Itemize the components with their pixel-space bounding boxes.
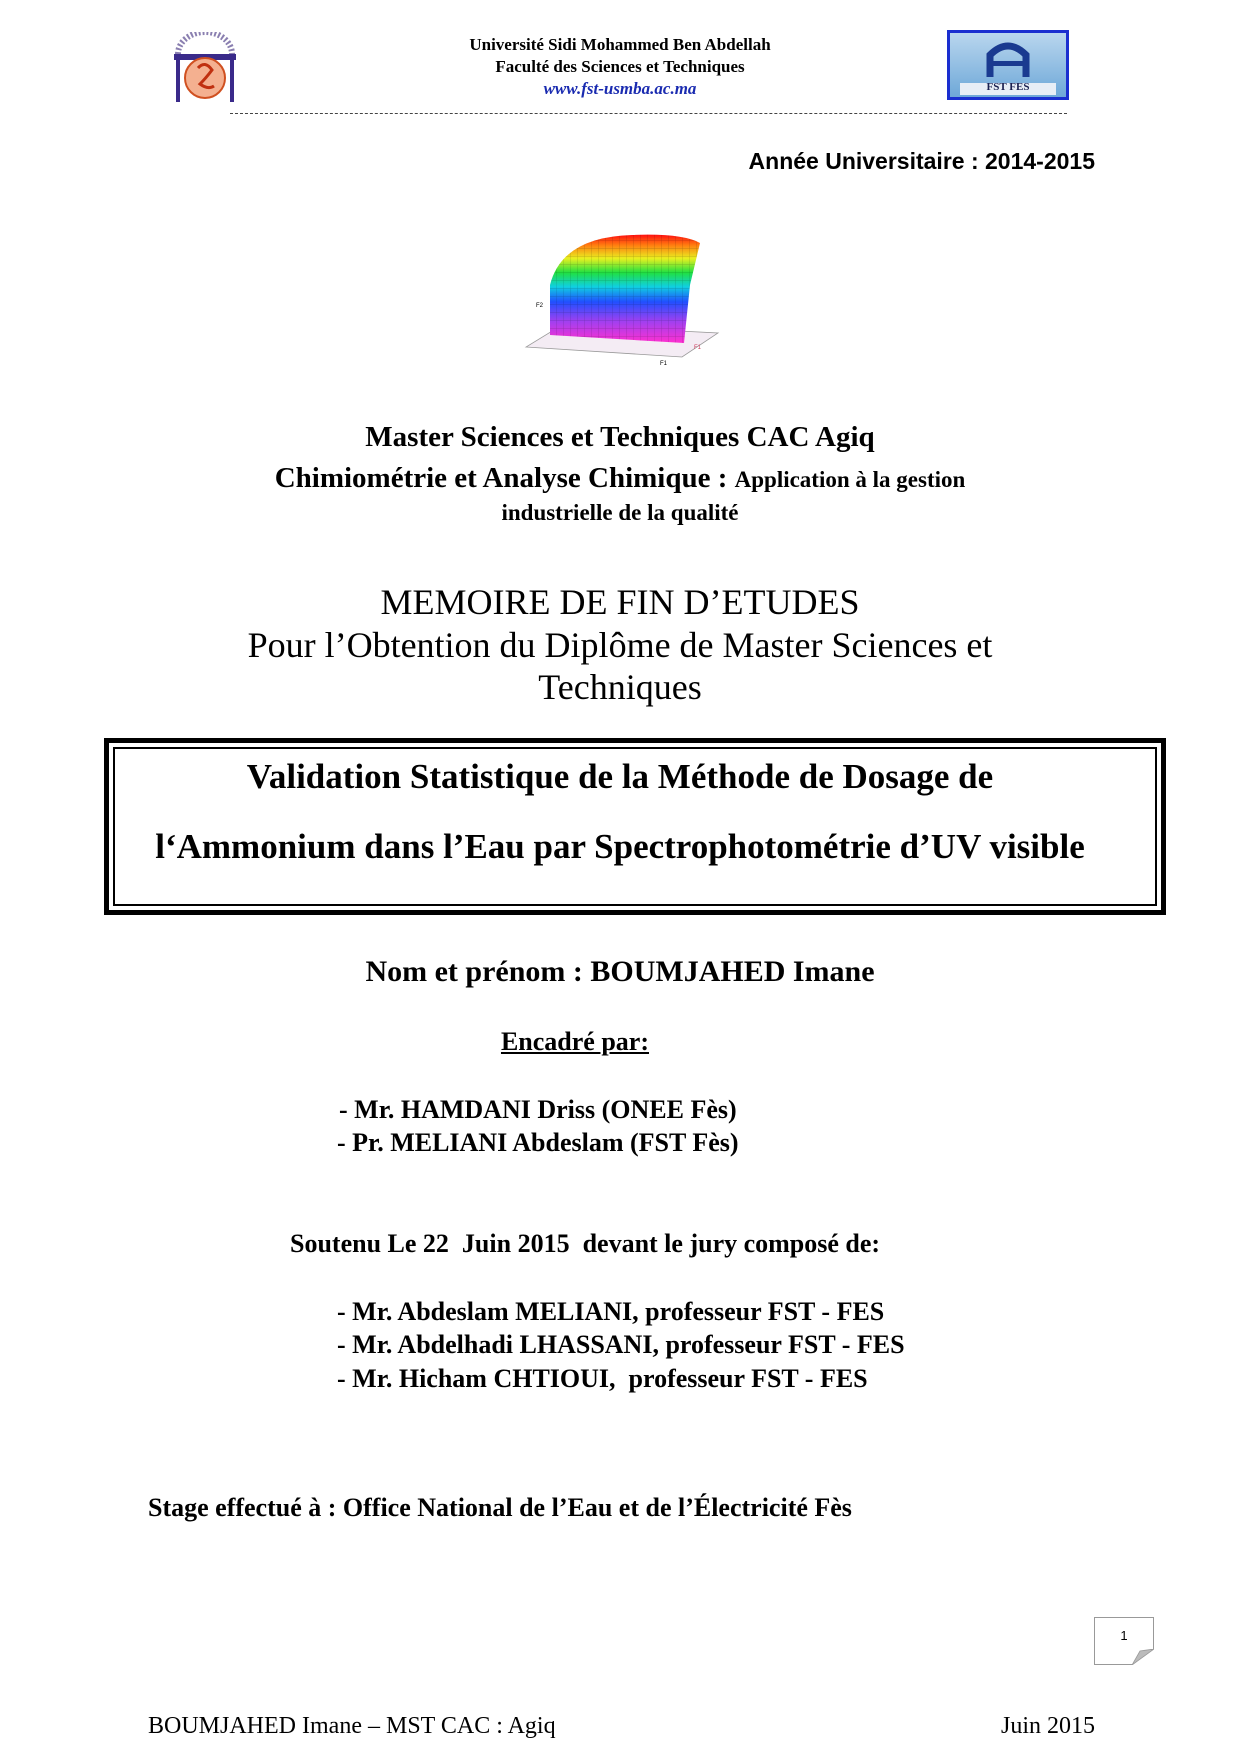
supervisors-heading: Encadré par: [500, 1027, 650, 1056]
axis-label-f1-bottom: F1 [660, 361, 668, 367]
supervisor-item: - Mr. HAMDANI Driss (ONEE Fès) [339, 1095, 737, 1124]
memoire-line-2: Pour l’Obtention du Diplôme de Master Sciences et [247, 625, 993, 665]
jury-member: - Mr. Abdelhadi LHASSANI, professeur FST - FES [337, 1330, 905, 1359]
defense-date: Soutenu Le 22 Juin 2015 devant le jury composé de: [290, 1229, 881, 1258]
faculty-name: Faculté des Sciences et Techniques [495, 57, 745, 76]
author-name: Nom et prénom : BOUMJAHED Imane [365, 955, 875, 988]
axis-label-f2: F2 [536, 303, 544, 309]
program-line-3: industrielle de la qualité [501, 500, 739, 525]
fst-fes-logo-text: FST FES [986, 81, 1030, 93]
program-line-1: Master Sciences et Techniques CAC Agiq [365, 421, 875, 453]
footer-left: BOUMJAHED Imane – MST CAC : Agiq [148, 1713, 556, 1739]
program-name: Chimiométrie et Analyse Chimique : [274, 462, 735, 494]
university-name: Université Sidi Mohammed Ben Abdellah [469, 35, 771, 54]
jury-member: - Mr. Abdeslam MELIANI, professeur FST - FES [337, 1297, 885, 1326]
fst-fes-logo [947, 30, 1069, 100]
memoire-line-3: Techniques [538, 667, 702, 707]
supervisor-item: - Pr. MELIANI Abdeslam (FST Fès) [337, 1128, 739, 1157]
surface-plot-figure [522, 225, 720, 371]
page-number-text: 1 [1120, 1628, 1128, 1643]
academic-year: Année Universitaire : 2014-2015 [748, 148, 1095, 174]
page-curl-icon [1132, 1649, 1154, 1665]
page-number [1094, 1617, 1154, 1665]
footer-right: Juin 2015 [1000, 1713, 1095, 1739]
program-application: Application à la gestion [734, 467, 966, 492]
internship-location: Stage effectué à : Office National de l’Eau et de l’Électricité Fès [148, 1493, 852, 1522]
program-line-2 [0, 462, 1240, 495]
jury-member: - Mr. Hicham CHTIOUI, professeur FST - FES [337, 1364, 868, 1393]
website-link[interactable]: www.fst-usmba.ac.ma [543, 79, 697, 98]
thesis-title-line-1: Validation Statistique de la Méthode de Dosage de [246, 757, 994, 796]
thesis-title-line-2: l‘Ammonium dans l’Eau par Spectrophotométrie d’UV visible [155, 827, 1085, 866]
header-divider [230, 113, 1067, 114]
axis-label-f1-right: F1 [694, 345, 702, 351]
memoire-line-1: MEMOIRE DE FIN D’ETUDES [380, 582, 860, 622]
